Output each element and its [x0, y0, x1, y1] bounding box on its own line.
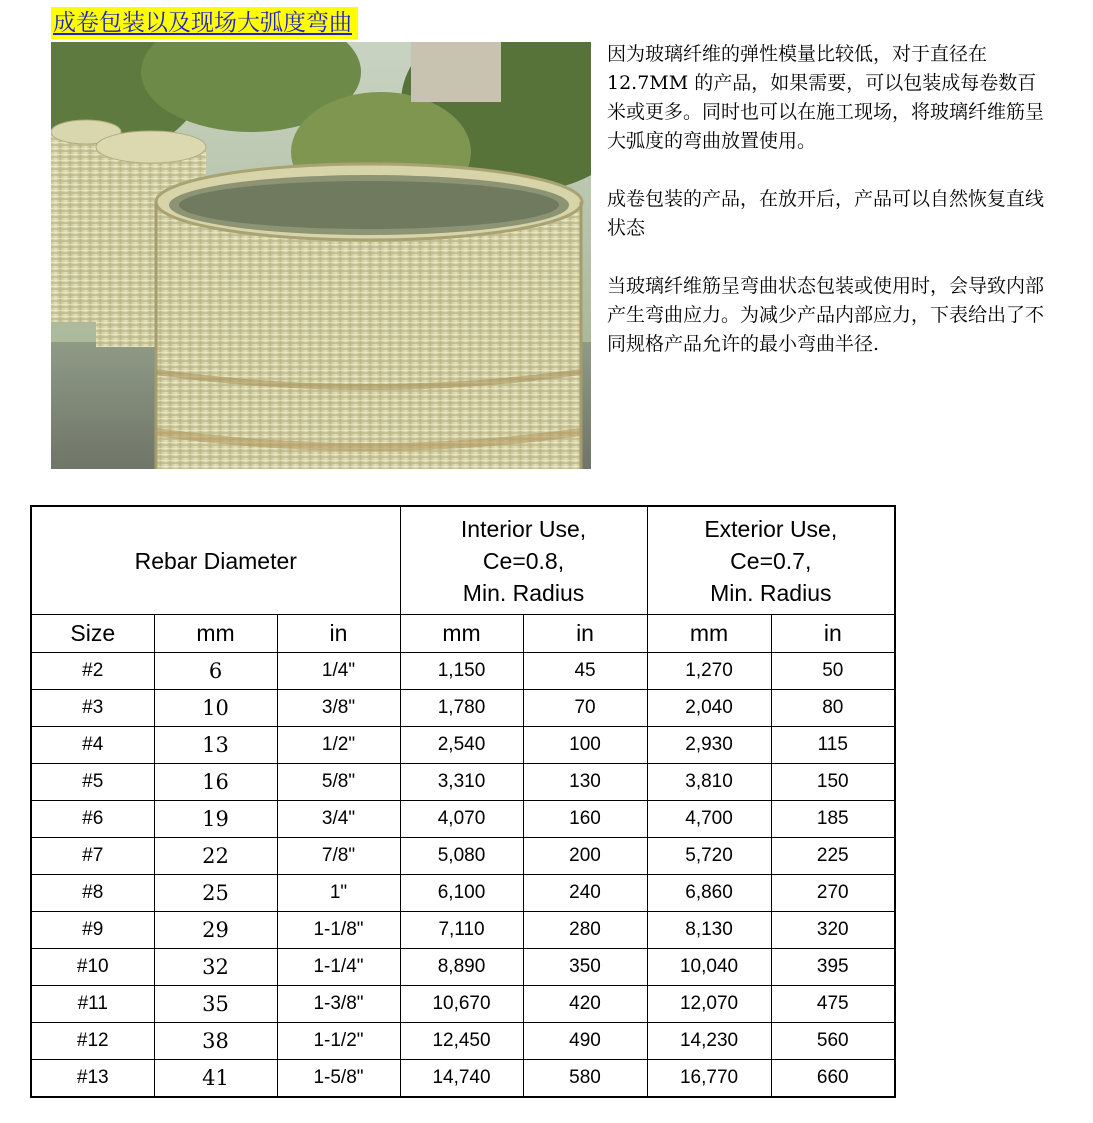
cell-mm: 19 [154, 801, 277, 838]
subheader-exterior-mm: mm [647, 615, 771, 653]
header-line: Ce=0.8, [482, 547, 565, 574]
cell-in: 1/2" [277, 727, 400, 764]
cell-interior-mm: 1,150 [400, 653, 523, 690]
cell-mm: 29 [154, 912, 277, 949]
cell-interior-in: 70 [523, 690, 647, 727]
cell-mm: 16 [154, 764, 277, 801]
cell-mm: 13 [154, 727, 277, 764]
cell-size: #7 [31, 838, 154, 875]
cell-exterior-in: 80 [771, 690, 895, 727]
cell-interior-in: 100 [523, 727, 647, 764]
cell-exterior-in: 150 [771, 764, 895, 801]
cell-size: #5 [31, 764, 154, 801]
description-paragraph: 因为玻璃纤维的弹性模量比较低，对于直径在 12.7MM 的产品，如果需要，可以包装成每卷数百米或更多。同时也可以在施工现场，将玻璃纤维筋呈大弧度的弯曲放置使用。 [607, 43, 1045, 152]
cell-interior-mm: 3,310 [400, 764, 523, 801]
cell-exterior-mm: 14,230 [647, 1023, 771, 1060]
cell-interior-mm: 6,100 [400, 875, 523, 912]
cell-size: #9 [31, 912, 154, 949]
header-interior-use [400, 506, 647, 615]
description [607, 40, 1047, 388]
subheader-interior-in: in [523, 615, 647, 653]
cell-interior-in: 240 [523, 875, 647, 912]
header-rebar-diameter: Rebar Diameter [31, 506, 400, 615]
cell-exterior-in: 475 [771, 986, 895, 1023]
cell-in: 3/4" [277, 801, 400, 838]
table-row [31, 764, 895, 801]
min-bend-radius-table [30, 505, 896, 1098]
cell-interior-mm: 1,780 [400, 690, 523, 727]
cell-exterior-mm: 4,700 [647, 801, 771, 838]
table-row [31, 801, 895, 838]
cell-size: #4 [31, 727, 154, 764]
cell-interior-mm: 2,540 [400, 727, 523, 764]
cell-exterior-mm: 2,930 [647, 727, 771, 764]
cell-interior-mm: 10,670 [400, 986, 523, 1023]
cell-interior-mm: 4,070 [400, 801, 523, 838]
cell-exterior-in: 660 [771, 1060, 895, 1098]
cell-exterior-in: 185 [771, 801, 895, 838]
table-row [31, 690, 895, 727]
cell-in: 1-1/4" [277, 949, 400, 986]
subheader-interior-mm: mm [400, 615, 523, 653]
subheader-exterior-in: in [771, 615, 895, 653]
cell-interior-in: 490 [523, 1023, 647, 1060]
description-paragraph: 当玻璃纤维筋呈弯曲状态包装或使用时，会导致内部产生弯曲应力。为减少产品内部应力，下表给出了不同规格产品允许的最小弯曲半径. [607, 275, 1045, 355]
cell-size: #8 [31, 875, 154, 912]
cell-interior-in: 350 [523, 949, 647, 986]
cell-interior-mm: 12,450 [400, 1023, 523, 1060]
cell-exterior-in: 395 [771, 949, 895, 986]
cell-size: #12 [31, 1023, 154, 1060]
cell-interior-in: 200 [523, 838, 647, 875]
cell-exterior-mm: 3,810 [647, 764, 771, 801]
cell-exterior-in: 320 [771, 912, 895, 949]
header-line: Min. Radius [462, 579, 585, 606]
cell-exterior-mm: 8,130 [647, 912, 771, 949]
cell-in: 5/8" [277, 764, 400, 801]
cell-size: #2 [31, 653, 154, 690]
cell-exterior-in: 115 [771, 727, 895, 764]
cell-interior-mm: 7,110 [400, 912, 523, 949]
section-heading [51, 7, 358, 39]
cell-interior-in: 580 [523, 1060, 647, 1098]
table-row [31, 1023, 895, 1060]
cell-size: #10 [31, 949, 154, 986]
header-line: Ce=0.7, [730, 547, 812, 574]
section-heading-text: 成卷包装以及现场大弧度弯曲 [53, 10, 352, 36]
cell-interior-in: 160 [523, 801, 647, 838]
cell-in: 1-3/8" [277, 986, 400, 1023]
header-line: Exterior Use, [704, 515, 838, 542]
cell-interior-in: 45 [523, 653, 647, 690]
cell-in: 3/8" [277, 690, 400, 727]
cell-mm: 38 [154, 1023, 277, 1060]
cell-mm: 41 [154, 1060, 277, 1098]
cell-in: 1-1/2" [277, 1023, 400, 1060]
header-line: Min. Radius [710, 579, 832, 606]
cell-exterior-in: 225 [771, 838, 895, 875]
cell-interior-in: 280 [523, 912, 647, 949]
cell-interior-mm: 14,740 [400, 1060, 523, 1098]
subheader-size: Size [31, 615, 154, 653]
cell-exterior-mm: 1,270 [647, 653, 771, 690]
cell-exterior-in: 270 [771, 875, 895, 912]
cell-exterior-in: 560 [771, 1023, 895, 1060]
cell-size: #13 [31, 1060, 154, 1098]
table-row [31, 653, 895, 690]
cell-exterior-mm: 5,720 [647, 838, 771, 875]
cell-size: #11 [31, 986, 154, 1023]
cell-exterior-mm: 10,040 [647, 949, 771, 986]
cell-mm: 6 [154, 653, 277, 690]
cell-mm: 32 [154, 949, 277, 986]
cell-interior-in: 420 [523, 986, 647, 1023]
coiled-rebar-photo [51, 42, 591, 469]
cell-exterior-mm: 6,860 [647, 875, 771, 912]
cell-mm: 35 [154, 986, 277, 1023]
cell-mm: 22 [154, 838, 277, 875]
cell-in: 1-1/8" [277, 912, 400, 949]
header-line: Interior Use, [460, 515, 587, 542]
cell-in: 7/8" [277, 838, 400, 875]
cell-in: 1" [277, 875, 400, 912]
cell-interior-mm: 5,080 [400, 838, 523, 875]
cell-size: #3 [31, 690, 154, 727]
header-exterior-use [647, 506, 895, 615]
cell-exterior-mm: 16,770 [647, 1060, 771, 1098]
table-row [31, 1060, 895, 1098]
table-row [31, 986, 895, 1023]
cell-in: 1/4" [277, 653, 400, 690]
cell-size: #6 [31, 801, 154, 838]
table-row [31, 838, 895, 875]
table-row [31, 949, 895, 986]
table-row [31, 912, 895, 949]
cell-interior-mm: 8,890 [400, 949, 523, 986]
cell-exterior-in: 50 [771, 653, 895, 690]
table-row [31, 727, 895, 764]
cell-mm: 10 [154, 690, 277, 727]
cell-in: 1-5/8" [277, 1060, 400, 1098]
subheader-mm: mm [154, 615, 277, 653]
cell-exterior-mm: 2,040 [647, 690, 771, 727]
cell-mm: 25 [154, 875, 277, 912]
cell-interior-in: 130 [523, 764, 647, 801]
description-paragraph: 成卷包装的产品，在放开后，产品可以自然恢复直线状态 [607, 188, 1045, 239]
table-row [31, 875, 895, 912]
subheader-in: in [277, 615, 400, 653]
cell-exterior-mm: 12,070 [647, 986, 771, 1023]
